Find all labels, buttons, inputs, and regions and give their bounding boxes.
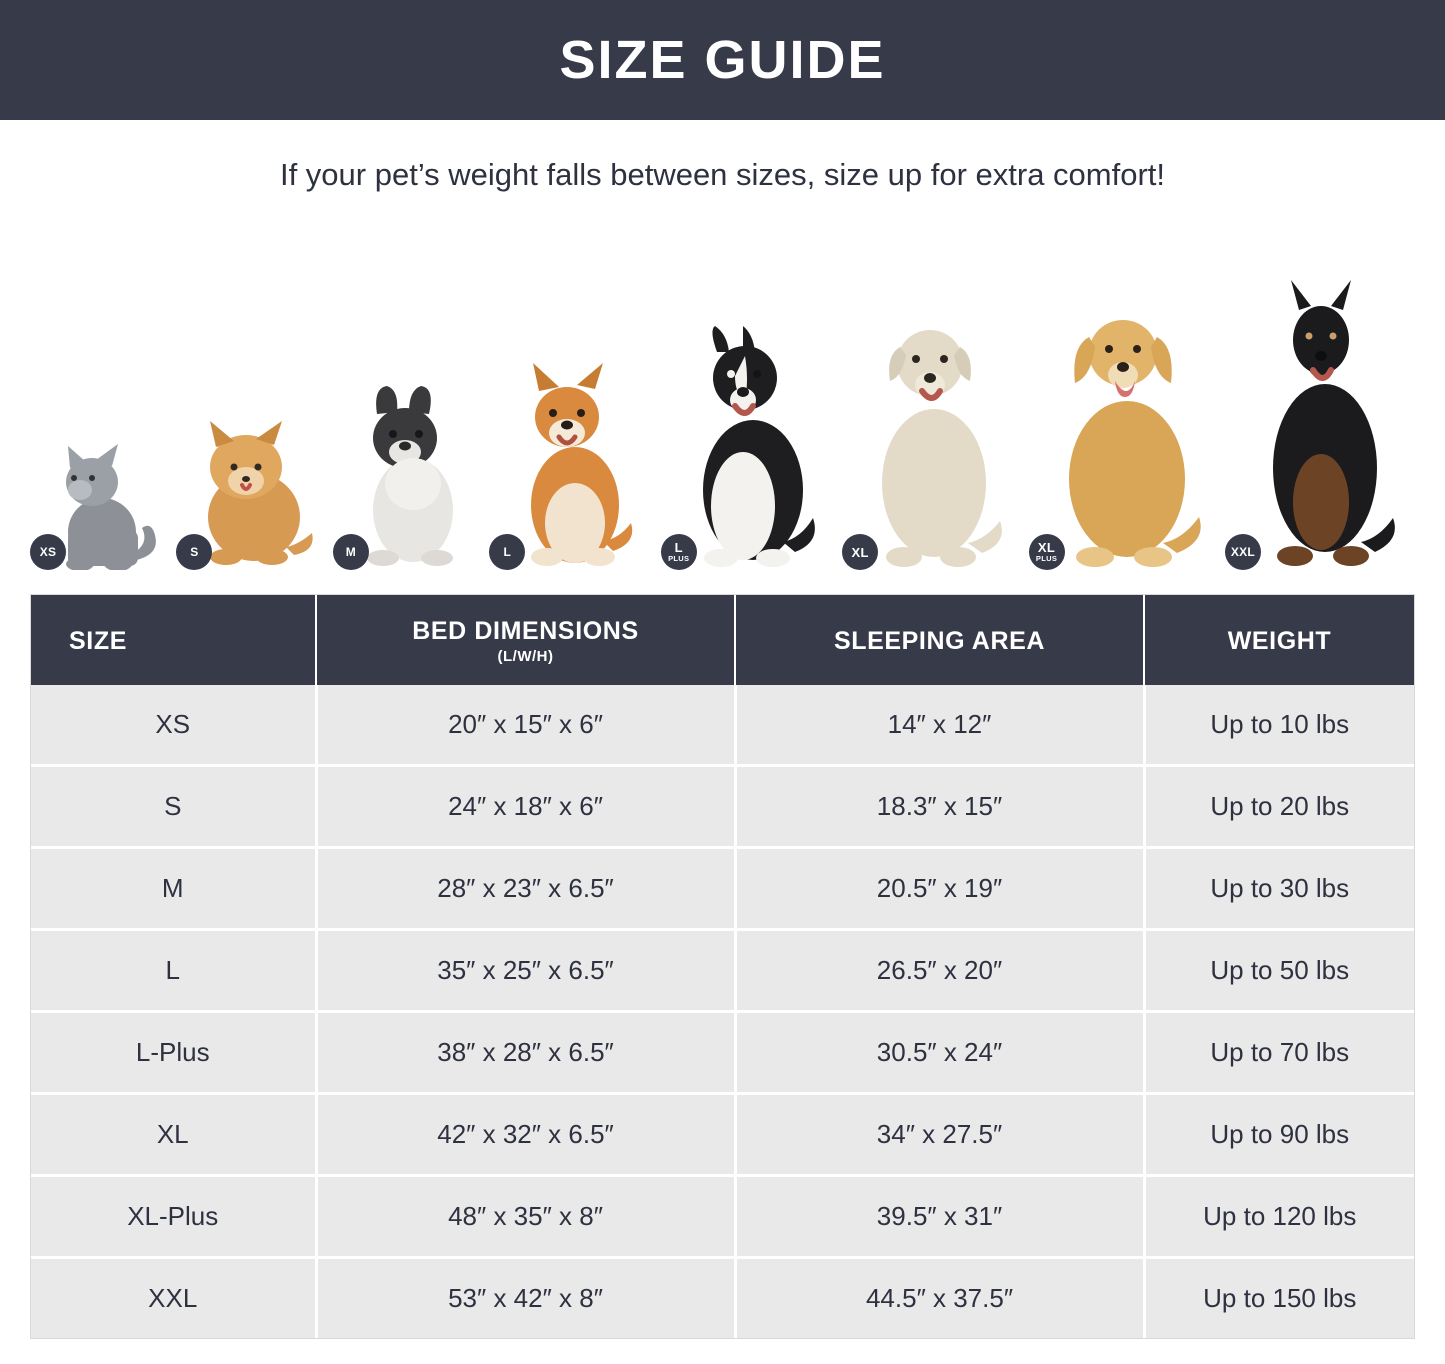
cell-weight: Up to 20 lbs [1144,766,1414,848]
size-badge-l-plus: L PLUS [661,534,697,570]
cell-weight: Up to 120 lbs [1144,1176,1414,1258]
header-bar [0,0,1445,120]
cell-dimensions: 28″ x 23″ x 6.5″ [316,848,735,930]
column-header-dimensions-sub: (L/W/H) [497,648,554,665]
cell-dimensions: 35″ x 25″ x 6.5″ [316,930,735,1012]
pet-figure-golden-retriever [1029,295,1219,570]
cell-dimensions: 48″ x 35″ x 8″ [316,1176,735,1258]
cell-size: XXL [31,1258,316,1339]
pet-figure-doberman [1225,280,1415,570]
cell-weight: Up to 150 lbs [1144,1258,1414,1339]
cell-dimensions: 24″ x 18″ x 6″ [316,766,735,848]
size-badge-xs: XS [30,534,66,570]
cell-sleeping-area: 34″ x 27.5″ [735,1094,1144,1176]
cell-sleeping-area: 20.5″ x 19″ [735,848,1144,930]
cell-dimensions: 20″ x 15″ x 6″ [316,685,735,766]
table-row [31,1012,1414,1094]
column-header-size: SIZE [31,595,316,685]
cell-size: XL-Plus [31,1176,316,1258]
doberman-icon [1225,280,1415,570]
cell-weight: Up to 50 lbs [1144,930,1414,1012]
cell-dimensions: 53″ x 42″ x 8″ [316,1258,735,1339]
cell-size: XL [31,1094,316,1176]
cell-size: L-Plus [31,1012,316,1094]
cell-sleeping-area: 18.3″ x 15″ [735,766,1144,848]
column-header-sleeping-area: SLEEPING AREA [735,595,1144,685]
table-row [31,848,1414,930]
pet-figure-shiba-inu [489,355,654,570]
cell-sleeping-area: 14″ x 12″ [735,685,1144,766]
cell-sleeping-area: 26.5″ x 20″ [735,930,1144,1012]
size-badge-xl-plus: XL PLUS [1029,534,1065,570]
cell-weight: Up to 70 lbs [1144,1012,1414,1094]
pet-figure-pomeranian [176,405,326,570]
table-header-row [31,595,1414,685]
cell-sleeping-area: 30.5″ x 24″ [735,1012,1144,1094]
golden-retriever-icon [1029,295,1219,570]
table-header [31,595,1414,685]
table-row [31,1176,1414,1258]
pet-figure-labrador [842,305,1022,570]
size-badge-s: S [176,534,212,570]
size-badge-xl: XL [842,534,878,570]
size-badge-m: M [333,534,369,570]
size-badge-xxl: XXL [1225,534,1261,570]
cell-weight: Up to 90 lbs [1144,1094,1414,1176]
subtitle-section [0,120,1445,230]
cell-sleeping-area: 39.5″ x 31″ [735,1176,1144,1258]
pet-size-illustrations [30,230,1415,570]
table-row [31,930,1414,1012]
cell-size: XS [31,685,316,766]
page-title: SIZE GUIDE [559,30,886,90]
subtitle-text: If your pet’s weight falls between sizes, size up for extra comfort! [279,157,1166,192]
size-table-wrapper [30,594,1415,1339]
cell-weight: Up to 30 lbs [1144,848,1414,930]
cell-dimensions: 38″ x 28″ x 6.5″ [316,1012,735,1094]
cell-sleeping-area: 44.5″ x 37.5″ [735,1258,1144,1339]
cell-weight: Up to 10 lbs [1144,685,1414,766]
cell-size: M [31,848,316,930]
pet-figure-cat [30,420,170,570]
column-header-weight: WEIGHT [1144,595,1414,685]
cell-size: S [31,766,316,848]
pet-figure-french-bulldog [333,380,483,570]
table-body [31,685,1414,1338]
table-row [31,766,1414,848]
cell-size: L [31,930,316,1012]
column-header-dimensions [316,595,735,685]
table-row [31,1094,1414,1176]
cell-dimensions: 42″ x 32″ x 6.5″ [316,1094,735,1176]
labrador-icon [842,305,1022,570]
table-row [31,685,1414,766]
column-header-dimensions-label: BED DIMENSIONS [412,617,639,645]
size-badge-l: L [489,534,525,570]
pet-figure-border-collie [661,320,836,570]
table-row [31,1258,1414,1339]
size-table [31,595,1414,1338]
border-collie-icon [661,320,836,570]
